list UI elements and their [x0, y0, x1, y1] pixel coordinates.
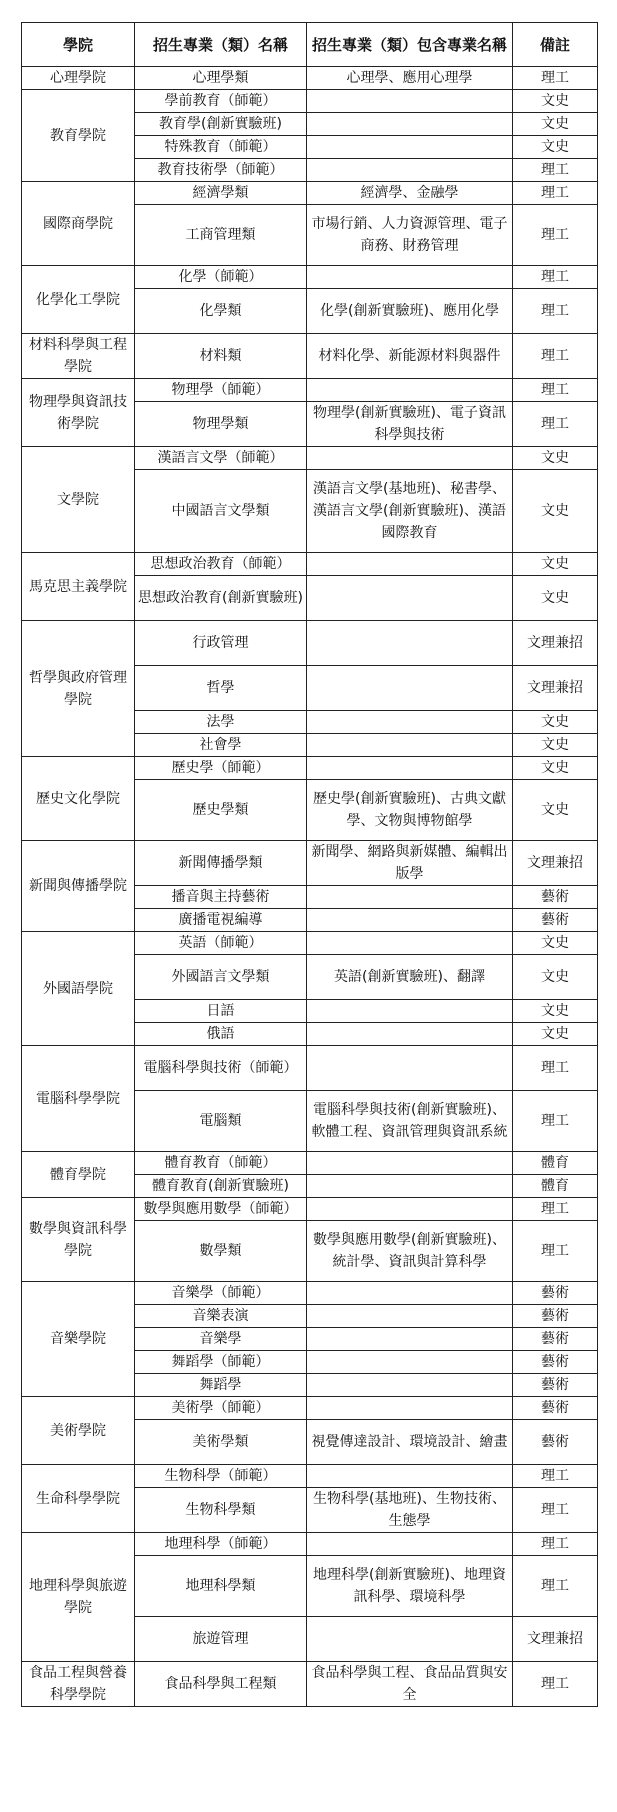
included-majors-cell [307, 1152, 513, 1175]
note-cell: 理工 [513, 289, 598, 334]
included-majors-cell [307, 379, 513, 402]
table-row [22, 90, 598, 113]
note-cell: 文史 [513, 1023, 598, 1046]
included-majors-cell [307, 1305, 513, 1328]
included-majors-cell [307, 1198, 513, 1221]
table-row [22, 1046, 598, 1091]
included-majors-cell [307, 909, 513, 932]
included-majors-cell: 漢語言文學(基地班)、秘書學、漢語言文學(創新實驗班)、漢語國際教育 [307, 470, 513, 553]
table-row [22, 1397, 598, 1420]
note-cell: 理工 [513, 159, 598, 182]
major-cell: 漢語言文學（師範） [135, 447, 307, 470]
included-majors-cell: 材料化學、新能源材料與器件 [307, 334, 513, 379]
note-cell: 理工 [513, 266, 598, 289]
note-cell: 文史 [513, 734, 598, 757]
note-cell: 理工 [513, 1091, 598, 1152]
included-majors-cell [307, 886, 513, 909]
major-cell: 新聞傳播學類 [135, 841, 307, 886]
major-cell: 學前教育（師範） [135, 90, 307, 113]
note-cell: 文史 [513, 553, 598, 576]
included-majors-cell [307, 136, 513, 159]
major-cell: 體育教育（師範） [135, 1152, 307, 1175]
included-majors-cell [307, 1023, 513, 1046]
college-cell: 材料科學與工程學院 [22, 334, 135, 379]
table-row [22, 1533, 598, 1556]
note-cell: 藝術 [513, 1328, 598, 1351]
note-cell: 理工 [513, 1662, 598, 1707]
note-cell: 理工 [513, 334, 598, 379]
included-majors-cell [307, 1465, 513, 1488]
college-cell: 生命科學學院 [22, 1465, 135, 1533]
included-majors-cell [307, 666, 513, 711]
included-majors-cell [307, 1282, 513, 1305]
major-cell: 歷史學類 [135, 780, 307, 841]
college-cell: 物理學與資訊技術學院 [22, 379, 135, 447]
note-cell: 藝術 [513, 1374, 598, 1397]
included-majors-cell [307, 621, 513, 666]
included-majors-cell: 生物科學(基地班)、生物技術、生態學 [307, 1488, 513, 1533]
table-row [22, 553, 598, 576]
included-majors-cell [307, 711, 513, 734]
included-majors-cell: 英語(創新實驗班)、翻譯 [307, 955, 513, 1000]
included-majors-cell: 電腦科學與技術(創新實驗班)、軟體工程、資訊管理與資訊系統 [307, 1091, 513, 1152]
table-row [22, 1282, 598, 1305]
included-majors-cell [307, 1397, 513, 1420]
note-cell: 文史 [513, 470, 598, 553]
note-cell: 理工 [513, 1465, 598, 1488]
table-row [22, 1465, 598, 1488]
note-cell: 藝術 [513, 909, 598, 932]
major-cell: 工商管理類 [135, 205, 307, 266]
college-cell: 地理科學與旅遊學院 [22, 1533, 135, 1662]
major-cell: 地理科學（師範） [135, 1533, 307, 1556]
major-cell: 生物科學（師範） [135, 1465, 307, 1488]
college-cell: 歷史文化學院 [22, 757, 135, 841]
major-cell: 法學 [135, 711, 307, 734]
note-cell: 文史 [513, 711, 598, 734]
table-row [22, 182, 598, 205]
note-cell: 文史 [513, 136, 598, 159]
included-majors-cell [307, 113, 513, 136]
included-majors-cell [307, 576, 513, 621]
note-cell: 體育 [513, 1175, 598, 1198]
major-cell: 電腦科學與技術（師範） [135, 1046, 307, 1091]
major-cell: 社會學 [135, 734, 307, 757]
college-cell: 教育學院 [22, 90, 135, 182]
college-cell: 國際商學院 [22, 182, 135, 266]
major-cell: 數學類 [135, 1221, 307, 1282]
included-majors-cell [307, 1617, 513, 1662]
major-cell: 物理學（師範） [135, 379, 307, 402]
major-cell: 音樂學 [135, 1328, 307, 1351]
major-cell: 英語（師範） [135, 932, 307, 955]
major-cell: 教育學(創新實驗班) [135, 113, 307, 136]
major-cell: 生物科學類 [135, 1488, 307, 1533]
table-row [22, 1152, 598, 1175]
included-majors-cell: 數學與應用數學(創新實驗班)、統計學、資訊與計算科學 [307, 1221, 513, 1282]
major-cell: 經濟學類 [135, 182, 307, 205]
note-cell: 文理兼招 [513, 621, 598, 666]
included-majors-cell [307, 1374, 513, 1397]
included-majors-cell: 歷史學(創新實驗班)、古典文獻學、文物與博物館學 [307, 780, 513, 841]
note-cell: 文史 [513, 955, 598, 1000]
major-cell: 體育教育(創新實驗班) [135, 1175, 307, 1198]
included-majors-cell [307, 90, 513, 113]
note-cell: 文史 [513, 113, 598, 136]
included-majors-cell [307, 447, 513, 470]
note-cell: 文理兼招 [513, 841, 598, 886]
major-cell: 音樂表演 [135, 1305, 307, 1328]
major-cell: 數學與應用數學（師範） [135, 1198, 307, 1221]
included-majors-cell: 食品科學與工程、食品品質與安全 [307, 1662, 513, 1707]
included-majors-cell [307, 932, 513, 955]
major-cell: 音樂學（師範） [135, 1282, 307, 1305]
college-cell: 新聞與傳播學院 [22, 841, 135, 932]
included-majors-cell: 物理學(創新實驗班)、電子資訊科學與技術 [307, 402, 513, 447]
college-cell: 數學與資訊科學學院 [22, 1198, 135, 1282]
major-cell: 歷史學（師範） [135, 757, 307, 780]
major-cell: 外國語言文學類 [135, 955, 307, 1000]
major-cell: 中國語言文學類 [135, 470, 307, 553]
note-cell: 藝術 [513, 886, 598, 909]
included-majors-cell [307, 1533, 513, 1556]
note-cell: 理工 [513, 1198, 598, 1221]
note-cell: 理工 [513, 379, 598, 402]
major-cell: 食品科學與工程類 [135, 1662, 307, 1707]
note-cell: 理工 [513, 1533, 598, 1556]
college-cell: 文學院 [22, 447, 135, 553]
college-cell: 體育學院 [22, 1152, 135, 1198]
major-cell: 舞蹈學（師範） [135, 1351, 307, 1374]
college-cell: 音樂學院 [22, 1282, 135, 1397]
major-cell: 思想政治教育(創新實驗班) [135, 576, 307, 621]
note-cell: 體育 [513, 1152, 598, 1175]
note-cell: 理工 [513, 67, 598, 90]
note-cell: 藝術 [513, 1351, 598, 1374]
major-cell: 日語 [135, 1000, 307, 1023]
major-cell: 行政管理 [135, 621, 307, 666]
major-cell: 電腦類 [135, 1091, 307, 1152]
major-cell: 哲學 [135, 666, 307, 711]
included-majors-cell [307, 1175, 513, 1198]
included-majors-cell [307, 266, 513, 289]
table-row [22, 757, 598, 780]
table-row [22, 447, 598, 470]
college-cell: 電腦科學學院 [22, 1046, 135, 1152]
major-cell: 廣播電視編導 [135, 909, 307, 932]
table-row [22, 67, 598, 90]
table-row [22, 1198, 598, 1221]
header-college: 學院 [22, 23, 135, 67]
table-row [22, 379, 598, 402]
note-cell: 文史 [513, 447, 598, 470]
college-cell: 美術學院 [22, 1397, 135, 1465]
major-cell: 旅遊管理 [135, 1617, 307, 1662]
table-row [22, 841, 598, 886]
major-cell: 物理學類 [135, 402, 307, 447]
note-cell: 文理兼招 [513, 1617, 598, 1662]
admissions-table [21, 22, 598, 1707]
note-cell: 理工 [513, 402, 598, 447]
major-cell: 舞蹈學 [135, 1374, 307, 1397]
major-cell: 播音與主持藝術 [135, 886, 307, 909]
major-cell: 心理學類 [135, 67, 307, 90]
included-majors-cell [307, 1000, 513, 1023]
included-majors-cell: 市場行銷、人力資源管理、電子商務、財務管理 [307, 205, 513, 266]
note-cell: 理工 [513, 1556, 598, 1617]
table-body [22, 67, 598, 1707]
major-cell: 化學（師範） [135, 266, 307, 289]
note-cell: 理工 [513, 182, 598, 205]
included-majors-cell: 視覺傳達設計、環境設計、繪畫 [307, 1420, 513, 1465]
major-cell: 材料類 [135, 334, 307, 379]
note-cell: 藝術 [513, 1420, 598, 1465]
college-cell: 馬克思主義學院 [22, 553, 135, 621]
major-cell: 美術學類 [135, 1420, 307, 1465]
note-cell: 理工 [513, 1046, 598, 1091]
college-cell: 化學化工學院 [22, 266, 135, 334]
note-cell: 文史 [513, 1000, 598, 1023]
major-cell: 美術學（師範） [135, 1397, 307, 1420]
major-cell: 教育技術學（師範） [135, 159, 307, 182]
note-cell: 文史 [513, 576, 598, 621]
note-cell: 藝術 [513, 1305, 598, 1328]
included-majors-cell [307, 553, 513, 576]
included-majors-cell: 化學(創新實驗班)、應用化學 [307, 289, 513, 334]
note-cell: 文史 [513, 757, 598, 780]
included-majors-cell: 新聞學、網路與新媒體、編輯出版學 [307, 841, 513, 886]
table-row [22, 621, 598, 666]
major-cell: 特殊教育（師範） [135, 136, 307, 159]
note-cell: 藝術 [513, 1282, 598, 1305]
college-cell: 心理學院 [22, 67, 135, 90]
note-cell: 文史 [513, 932, 598, 955]
note-cell: 文理兼招 [513, 666, 598, 711]
included-majors-cell [307, 757, 513, 780]
major-cell: 俄語 [135, 1023, 307, 1046]
included-majors-cell [307, 159, 513, 182]
table-row [22, 932, 598, 955]
included-majors-cell: 地理科學(創新實驗班)、地理資訊科學、環境科學 [307, 1556, 513, 1617]
table-row [22, 334, 598, 379]
header-included-majors: 招生專業（類）包含專業名稱 [307, 23, 513, 67]
major-cell: 化學類 [135, 289, 307, 334]
college-cell: 外國語學院 [22, 932, 135, 1046]
header-note: 備註 [513, 23, 598, 67]
note-cell: 文史 [513, 780, 598, 841]
major-cell: 地理科學類 [135, 1556, 307, 1617]
included-majors-cell [307, 1046, 513, 1091]
table-header-row [22, 23, 598, 67]
included-majors-cell: 心理學、應用心理學 [307, 67, 513, 90]
note-cell: 理工 [513, 1221, 598, 1282]
note-cell: 理工 [513, 205, 598, 266]
included-majors-cell [307, 734, 513, 757]
major-cell: 思想政治教育（師範） [135, 553, 307, 576]
included-majors-cell [307, 1351, 513, 1374]
table-row [22, 1662, 598, 1707]
note-cell: 理工 [513, 1488, 598, 1533]
note-cell: 藝術 [513, 1397, 598, 1420]
note-cell: 文史 [513, 90, 598, 113]
college-cell: 哲學與政府管理學院 [22, 621, 135, 757]
included-majors-cell: 經濟學、金融學 [307, 182, 513, 205]
table-row [22, 266, 598, 289]
admissions-table-container [21, 22, 597, 1707]
included-majors-cell [307, 1328, 513, 1351]
college-cell: 食品工程與營養科學學院 [22, 1662, 135, 1707]
header-major: 招生專業（類）名稱 [135, 23, 307, 67]
